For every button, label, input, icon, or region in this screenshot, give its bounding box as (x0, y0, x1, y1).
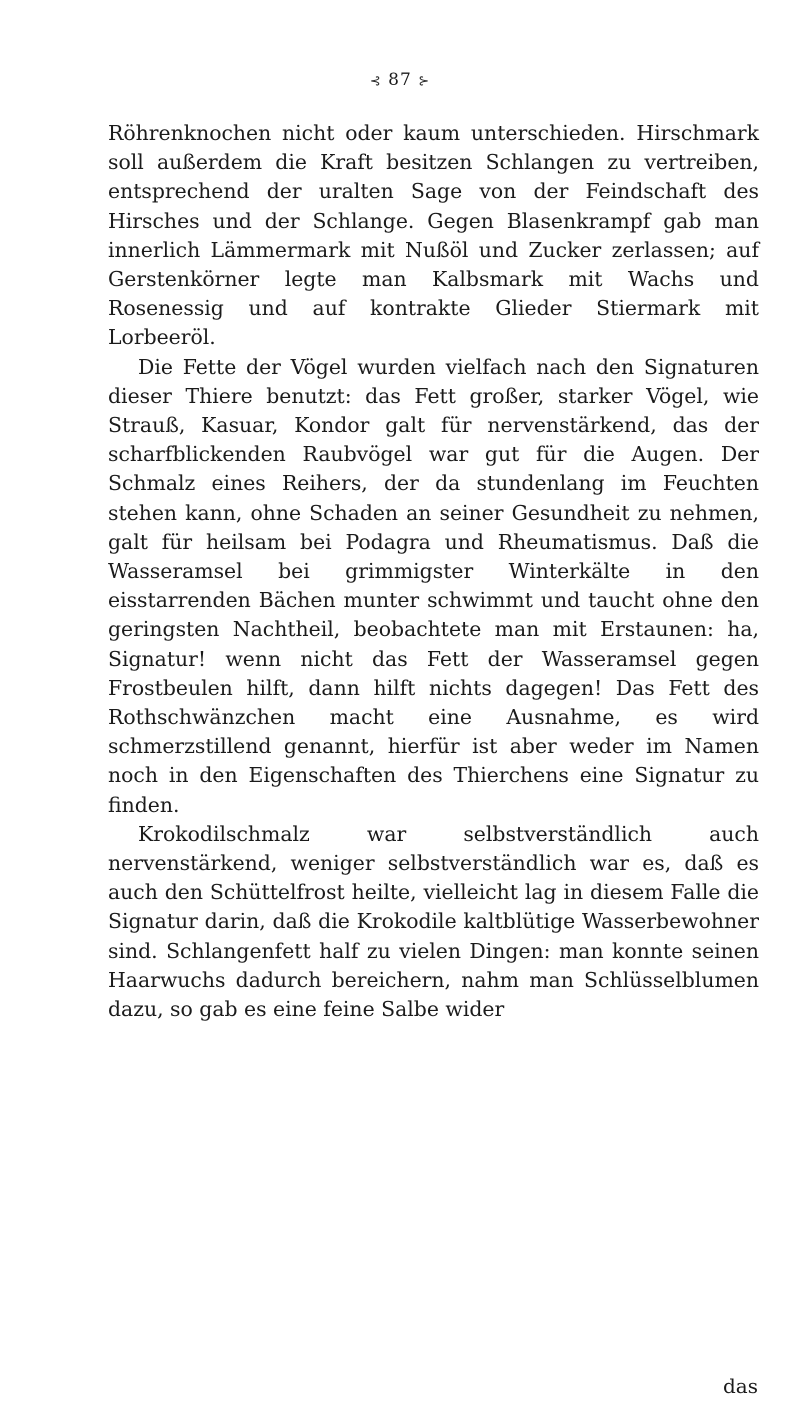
paragraph: Krokodilschmalz war selbstverständlich auch nervenstärkend, weniger selbstverständlich war es, daß es auch den Schüttelfrost heilte, vielleicht lag in diesem Falle die Signatur darin, daß die Krokodile kaltblütige Wasserbewohner sind. Schlangenfett half zu vielen Dingen: man konnte seinen Haarwuchs dadurch bereichern, nahm man Schlüsselblumen dazu, so gab es eine feine Salbe wider (108, 821, 759, 1022)
paragraph: Die Fette der Vögel wurden vielfach nach den Signaturen dieser Thiere benutzt: das Fett großer, starker Vögel, wie Strauß, Kasuar, Kondor galt für nervenstärkend, das der scharfblickenden Raubvögel war gut für die Augen. Der Schmalz eines Reihers, der da stundenlang im Feuchten stehen kann, ohne Schaden an seiner Gesundheit zu nehmen, galt für heilsam bei Podagra und Rheumatismus. Daß die Wasseramsel bei grimmigster Winterkälte in den eisstarrenden Bächen munter schwimmt und taucht ohne den geringsten Nachtheil, beobachtete man mit Erstaunen: ha, Signatur! wenn nicht das Fett der Wasseramsel gegen Frostbeulen hilft, dann hilft nichts dagegen! Das Fett des Rothschwänzchen macht eine Ausnahme, es wird schmerzstillend genannt, hierfür ist aber weder im Namen noch in den Eigenschaften des Thierchens eine Signatur zu finden. (108, 354, 759, 817)
catchword: das (723, 1374, 758, 1398)
page-number: 87 (388, 70, 412, 90)
page-header (0, 70, 800, 90)
ornament-left-icon: ⊰ (369, 74, 382, 89)
body-text (108, 119, 759, 1024)
ornament-right-icon: ⊱ (418, 74, 431, 89)
paragraph: Röhrenknochen nicht oder kaum unterschieden. Hirschmark soll außerdem die Kraft besitzen Schlangen zu vertreiben, entsprechend der uralten Sage von der Feindschaft des Hirsches und der Schlange. Gegen Blasenkrampf gab man innerlich Lämmermark mit Nußöl und Zucker zerlassen; auf Gerstenkörner legte man Kalbsmark mit Wachs und Rosenessig und auf kontrakte Glieder Stiermark mit Lorbeeröl. (108, 121, 759, 350)
